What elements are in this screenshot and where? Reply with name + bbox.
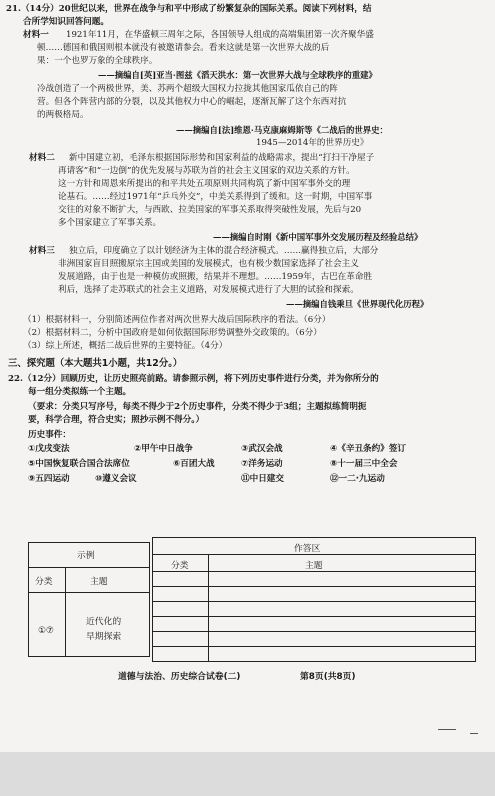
q22-header: 22.（12分）回顾历史，让历史照亮前路。请参照示例，将下列历史事件进行分类，并为你所分的 [8,374,379,384]
material2-source: ——摘编自时刚《新中国军事外交发展历程及经验总结》 [213,232,423,242]
answer-row-line [152,646,476,647]
example-col-category: 分类 [35,577,53,587]
event-item: ⑪中日建交 [241,474,284,484]
material2-line: 再请客”和“一边倒”的优先发展与苏联为首的社会主义国家的双边关系的方针。 [58,166,355,176]
q21-header-cont: 合所学知识回答问题。 [23,17,109,27]
events-label: 历史事件： [28,430,71,440]
material1-label: 材料一 [23,30,49,40]
answer-area-title: 作答区 [294,544,321,554]
answer-col-theme: 主题 [305,561,323,571]
event-item: ⑧十一届三中全会 [330,459,398,469]
answer-area[interactable] [152,537,476,662]
example-title: 示例 [77,551,95,561]
answer-col-category: 分类 [171,561,189,571]
section-3-heading: 三、探究题（本大题共1小题，共12分。） [8,358,183,369]
example-theme-line: 早期探索 [86,632,122,642]
scan-mark [438,729,456,730]
event-item: ⑥百团大战 [173,459,215,469]
material1-line: 果：一个也罗万象的全球秩序。 [37,56,158,66]
material1-line: 的两极格局。 [37,110,89,120]
material2-label: 材料二 [29,153,55,163]
material2-line: 论基石。……经过1971年“乒乓外交”，中美关系得到了缓和。这一时期，中国军事 [58,192,373,202]
material3-source: ——摘编自钱乘旦《世界现代化历程》 [286,299,429,309]
event-item: ⑦洋务运动 [241,459,283,469]
example-theme-line: 近代化的 [86,617,122,627]
scan-mark [470,733,478,734]
event-item: ⑫一二·九运动 [330,474,385,484]
event-item: ①戊戌变法 [28,444,70,454]
answer-row-line [152,586,476,587]
material3-line: 独立后，印度确立了以计划经济为主体的混合经济模式。……赢得独立后，大部分 [69,246,379,256]
q22-header-cont: 每一组分类拟练一个主题。 [28,387,132,397]
material3-line: 非洲国家盲目照搬原宗主国或美国的发展模式，也有极少数国家选择了社会主义 [58,259,359,269]
q21-subquestion-3: （3）综上所述，概括二战后世界的主要特征。（4分） [23,341,228,351]
footer-page-number: 第8页(共8页) [300,672,356,682]
material2-line: 多个国家建立了军事关系。 [58,218,162,228]
material1-source-2-cont: 1945—2014年的世界历史》 [256,138,369,148]
footer-subject: 道德与法治、历史综合试卷(二) [118,672,241,682]
material1-line: 冷战创造了一个两极世界，美、苏两个超级大国权力拉拢其他国家瓜依自己的阵 [37,84,338,94]
q22-requirement-cont: 要，科学合理，符合史实；照抄示例不得分。） [28,415,205,425]
bottom-margin [0,752,495,796]
event-item: ⑤中国恢复联合国合法席位 [28,459,130,469]
q22-requirement: （要求：分类只写序号，每类不得少于2个历史事件，分类不得少于3组；主题拟练简明扼 [28,402,367,412]
material3-line: 发展道路，由于也是一种模仿或照搬，结果并不理想。……1959年，古巴在革命胜 [58,272,373,282]
material1-source-1: ——摘编自[英]亚当·图兹《滔天洪水：第一次世界大战与全球秩序的重建》 [98,70,377,80]
answer-row-line [152,571,476,572]
example-category: ①⑦ [38,626,54,636]
q21-subquestion-2: （2）根据材料二，分析中国政府是如何依据国际形势调整外交政策的。（6分） [23,328,322,338]
material3-line: 利后，选择了走苏联式的社会主义道路，对发展模式进行了大胆的试验和探索。 [58,285,359,295]
answer-row-line [152,601,476,602]
q21-header: 21.（14分）20世纪以来，世界在战争与和平中形成了纷繁复杂的国际关系。阅读下列材料，结 [6,4,372,14]
example-col-theme: 主题 [90,577,108,587]
answer-row-line [152,616,476,617]
q21-subquestion-1: （1）根据材料一，分别简述两位作者对两次世界大战后国际秩序的看法。（6分） [23,315,331,325]
material1-source-2: ——摘编自[法]维恩·马克康麻姆斯等《二战后的世界史： [176,125,388,135]
material2-line: 这一方针和周恩来所提出的和平共处五项原则共同构筑了新中国军事外交的理 [58,179,351,189]
event-item: ③武汉会战 [241,444,283,454]
answer-row-line [152,631,476,632]
material3-label: 材料三 [29,246,55,256]
event-item: ⑨五四运动 [28,474,70,484]
material2-line: 交往的对象不断扩大，与西欧、拉美国家的军事关系取得突破性发展，先后与20 [58,205,362,215]
event-item: ⑩遵义会议 [95,474,137,484]
material1-line: 顿……德国和俄国则根本就没有被邀请参会。看来这就是第一次世界大战的后 [37,43,330,53]
material1-line: 1921年11月，在华盛顿三周年之际，各国领导人组成的高端集团第一次齐聚华盛 [66,30,374,40]
event-item: ②甲午中日战争 [134,444,193,454]
event-item: ④《辛丑条约》签订 [330,444,407,454]
material2-line: 新中国建立初，毛泽东根据国际形势和国家利益的战略需求，提出“打扫干净屋子 [69,153,375,163]
material1-line: 营。但各个阵营内部的分裂，以及其他权力中心的崛起，逐渐瓦解了这个东西对抗 [37,97,347,107]
